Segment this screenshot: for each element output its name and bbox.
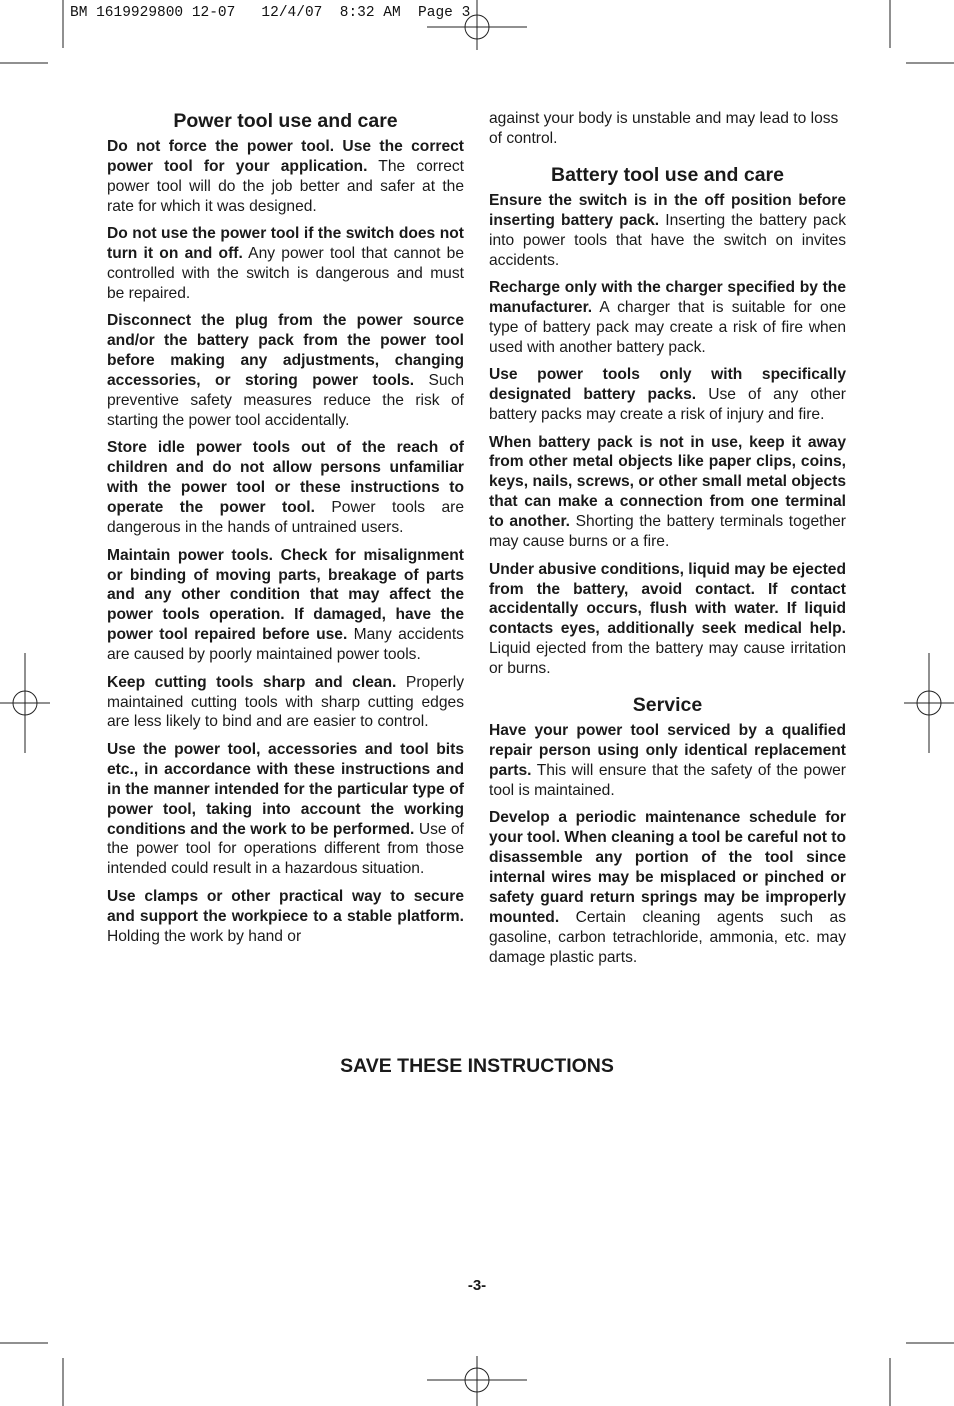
paragraph-store-idle: Store idle power tools out of the reach of children and do not allow persons unfamiliar with the power tool or these instructions to operate the power tool. Power tools are dangerous in the hands of untrained users. xyxy=(107,439,464,537)
registration-mark-top xyxy=(427,0,527,50)
power-tool-use-heading: Power tool use and care xyxy=(173,110,398,132)
page-number: -3- xyxy=(467,1277,487,1294)
paragraph-clamps: Use clamps or other practical way to secure and support the workpiece to a stable platform. Holding the work by hand or xyxy=(107,887,464,945)
paragraph-switch: Do not use the power tool if the switch does not turn it on and off. Any power tool that cannot be controlled with the switch is dangerous and must be repaired. xyxy=(107,225,464,302)
registration-mark-left xyxy=(0,653,50,753)
registration-mark-bottom xyxy=(427,1356,527,1406)
right-column xyxy=(489,109,846,975)
save-instructions-heading: SAVE THESE INSTRUCTIONS xyxy=(340,1055,614,1077)
paragraph-designated-packs: Use power tools only with specifically designated battery packs. Use of any other battery packs may create a risk of injury and fire. xyxy=(489,366,846,424)
registration-mark-right xyxy=(904,653,954,753)
paragraph-abusive-conditions: Under abusive conditions, liquid may be ejected from the battery, avoid contact. If contact accidentally occurs, flush with water. If liquid contacts eyes, additionally seek medical help. Liquid ejected from the battery may cause irritation or burns. xyxy=(489,560,847,678)
print-slug-line: BM 1619929800 12-07 12/4/07 8:32 AM Page 3 xyxy=(70,5,471,21)
paragraph-serviced: Have your power tool serviced by a qualified repair person using only identical replacement parts. This will ensure that the safety of the power tool is maintained. xyxy=(489,722,846,799)
battery-tool-use-heading: Battery tool use and care xyxy=(551,163,784,186)
paragraph-cutting-tools: Keep cutting tools sharp and clean. Properly maintained cutting tools with sharp cutting edges are less likely to bind and are easier to control. xyxy=(107,673,465,731)
paragraph-use-accordance: Use the power tool, accessories and tool bits etc., in accordance with these instructions and in the manner intended for the particular type of power tool, taking into account the working conditions and the work to be performed. Use of the power tool for operations different from those intended could result in a hazardous situation. xyxy=(107,740,464,878)
paragraph-maintenance-schedule: Develop a periodic maintenance schedule for your tool. When cleaning a tool be careful not to disassemble any portion of the tool since internal wires may be misplaced or pinched or safety guard return springs may be improperly mounted. Certain cleaning agents such as gasoline, carbon tetrachloride, ammonia, etc. may damage plastic parts. xyxy=(489,809,846,966)
paragraph-maintain: Maintain power tools. Check for misalignment or binding of moving parts, breakage of parts and any other condition that may affect the power tools operation. If damaged, have the power tool repaired before use. Many accidents are caused by poorly maintained power tools. xyxy=(107,546,464,664)
paragraph-switch-off: Ensure the switch is in the off position before inserting battery pack. Inserting the battery pack into power tools that have the switch on invites accidents. xyxy=(489,191,846,269)
paragraph-metal-objects: When battery pack is not in use, keep it away from other metal objects like paper clips, coins, keys, nails, screws, or other small metal objects that can make a connection from one terminal to another. Shorting the battery terminals together may cause burns or a fire. xyxy=(489,433,846,551)
left-column xyxy=(107,109,464,954)
paragraph-disconnect: Disconnect the plug from the power source and/or the battery pack from the power tool before making any adjustments, changing accessories, or storing power tools. Such preventive safety measures reduce the risk of starting the power tool accidentally. xyxy=(107,312,464,429)
service-heading: Service xyxy=(632,694,703,717)
paragraph-continuation: against your body is unstable and may lead to loss of control. xyxy=(489,110,839,147)
paragraph-recharge: Recharge only with the charger specified by the manufacturer. A charger that is suitable for one type of battery pack may create a risk of fire when used with another battery pack. xyxy=(489,279,846,356)
paragraph-do-not-force: Do not force the power tool. Use the correct power tool for your application. The correct power tool will do the job better and safer at the rate for which it was designed. xyxy=(107,138,464,215)
